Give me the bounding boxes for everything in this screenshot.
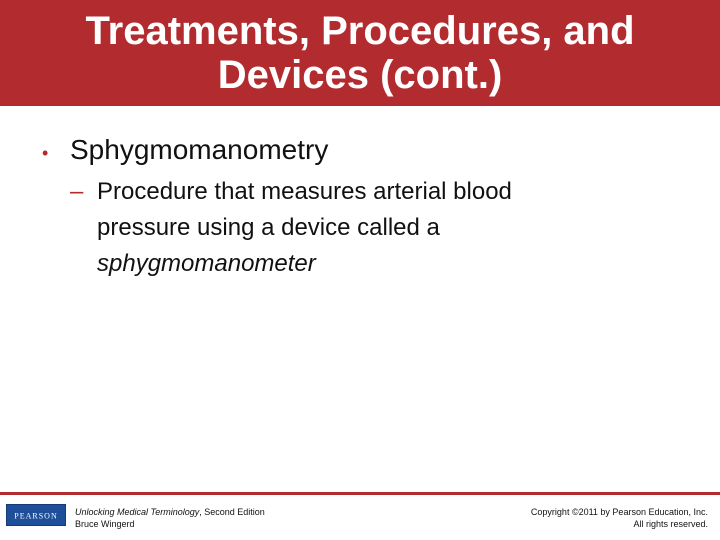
title-bar bbox=[0, 0, 720, 106]
sub-bullet-line-1: Procedure that measures arterial blood bbox=[97, 178, 512, 205]
bullet-text: Sphygmomanometry bbox=[70, 134, 329, 165]
footer-copyright bbox=[531, 506, 708, 530]
sub-bullet-line-2: pressure using a device called a bbox=[97, 214, 440, 241]
footer-author: Bruce Wingerd bbox=[75, 519, 135, 529]
footer-book-line bbox=[75, 506, 265, 518]
pearson-logo-text: PEARSON bbox=[14, 511, 58, 521]
slide-title-line-1: Treatments, Procedures, and bbox=[85, 9, 635, 53]
bullet-item bbox=[42, 134, 328, 166]
footer-divider bbox=[0, 492, 720, 495]
footer-rights-line: All rights reserved. bbox=[633, 519, 708, 529]
sub-bullet-text bbox=[97, 174, 512, 282]
pearson-logo bbox=[6, 504, 66, 526]
bullet-marker: • bbox=[42, 143, 49, 163]
slide-title-line-2: Devices (cont.) bbox=[217, 53, 503, 97]
sub-bullet-item bbox=[70, 174, 670, 282]
footer-copyright-line: Copyright ©2011 by Pearson Education, Inc. bbox=[530, 507, 708, 517]
sub-bullet-line-3: sphygmomanometer bbox=[97, 250, 316, 277]
footer-book-title: Unlocking Medical Terminology bbox=[75, 507, 200, 517]
footer-citation bbox=[75, 506, 265, 530]
footer-edition: , Second Edition bbox=[199, 507, 265, 517]
pearson-logo-graphic bbox=[8, 506, 64, 524]
sub-bullet-marker: – bbox=[70, 178, 84, 205]
